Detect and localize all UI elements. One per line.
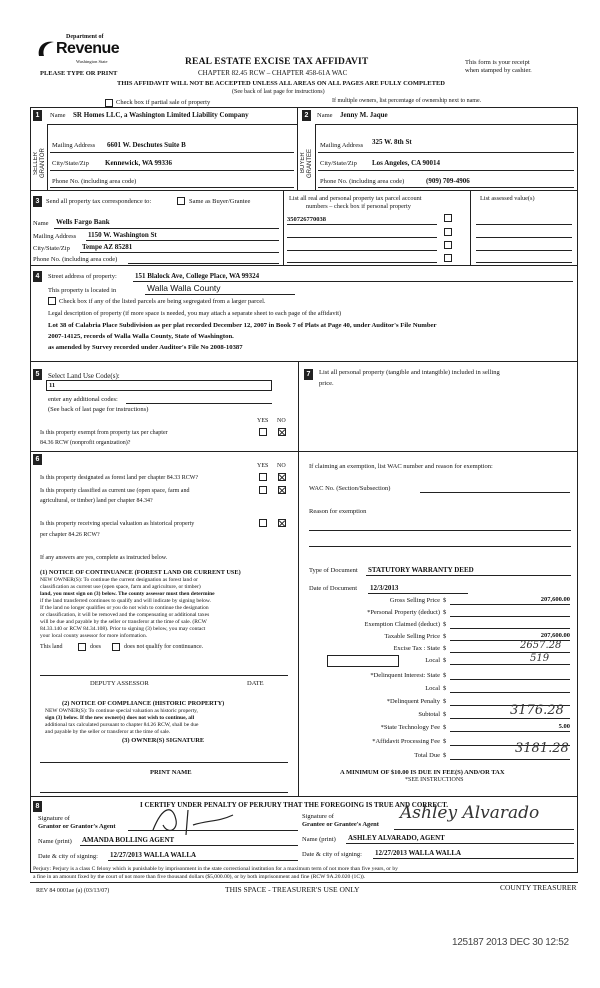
notice-1-line-1: NEW OWNER(S): To continue the current designation as forest land or	[40, 577, 198, 583]
affidavit-fee-label: *Affidavit Processing Fee	[372, 738, 440, 745]
taxable-amount[interactable]: 207,600.00	[540, 632, 570, 639]
total-due-dollar: $	[443, 752, 447, 759]
seller-side-label: SELLER GRANTOR	[33, 148, 46, 178]
notice-1-line-5: If the land no longer qualifies or you do not wish to continue the designation	[40, 605, 209, 611]
logo-main-text: Revenue	[56, 40, 120, 57]
delinquent-penalty-label: *Delinquent Penalty	[386, 698, 440, 705]
this-land-label: This land	[40, 644, 63, 650]
assessed-header: List assessed value(s)	[480, 195, 535, 202]
forest-question: Is this property designated as forest land per chapter 84.33 RCW?	[40, 475, 199, 481]
excise-state-dollar: $	[443, 645, 447, 652]
logo-sub-text: Washington State	[76, 59, 108, 64]
delinquent-local-label: Local	[425, 685, 440, 692]
parcel-1-personal-checkbox[interactable]	[444, 214, 452, 222]
exempt-question-2: 84.36 RCW (nonprofit organization)?	[40, 440, 131, 446]
seller-city[interactable]: Kennewick, WA 99336	[105, 159, 172, 167]
forest-no-checkbox[interactable]	[278, 473, 286, 481]
deputy-date-label: DATE	[247, 680, 264, 687]
parcel-number-1[interactable]: 350726770038	[287, 216, 326, 223]
parcel-3-personal-checkbox[interactable]	[444, 241, 452, 249]
perjury-line-1: Perjury: Perjury is a class C felony which is punishable by imprisonment in the state correctional institution for a maximum term of not more than five years, or by	[33, 866, 398, 872]
multiple-owners-note: If multiple owners, list percentage of ownership next to name.	[332, 98, 482, 104]
forest-yes-checkbox[interactable]	[259, 473, 267, 481]
owner-signature-label: (3) OWNER(S) SIGNATURE	[122, 737, 205, 744]
notice-2-title: (2) NOTICE OF COMPLIANCE (HISTORIC PROPERTY)	[62, 700, 225, 707]
personal-property-label-1: List all personal property (tangible and intangible) included in selling	[319, 369, 500, 376]
grantor-signature-mark	[148, 800, 238, 840]
same-as-buyer-checkbox[interactable]	[177, 197, 185, 205]
total-due-amount[interactable]: 3181.28	[515, 741, 569, 756]
tech-fee-label: *State Technology Fee	[380, 724, 440, 731]
doc-date[interactable]: 12/3/2013	[370, 584, 399, 592]
form-chapter: CHAPTER 82.45 RCW – CHAPTER 458-61A WAC	[198, 69, 348, 77]
notice-1-title: (1) NOTICE OF CONTINUANCE (FOREST LAND OR CURRENT USE)	[40, 569, 241, 576]
land-does-checkbox[interactable]	[78, 643, 86, 651]
historic-no-checkbox[interactable]	[278, 519, 286, 527]
delinquent-penalty-dollar: $	[443, 698, 447, 705]
corr-mailing-label: Mailing Address	[33, 233, 77, 240]
excise-state-label: Excise Tax : State	[393, 645, 440, 652]
grantor-signature-label-1: Signature of	[38, 815, 70, 822]
notice-1-line-9: your local county assessor for more information.	[40, 633, 148, 639]
excise-local-label: Local	[425, 657, 440, 664]
seller-mailing[interactable]: 6601 W. Deschutes Suite B	[107, 141, 186, 149]
current-use-question-2: agricultural, or timber) land per chapter 84.34?	[40, 498, 153, 504]
segregated-label: Check box if any of the listed parcels are being segregated from a larger parcel.	[59, 298, 266, 305]
gross-dollar: $	[443, 597, 447, 604]
grantee-signature[interactable]: Ashley Alvarado	[400, 803, 540, 823]
buyer-name[interactable]: Jenny M. Jaque	[340, 111, 388, 119]
print-name-label: PRINT NAME	[150, 769, 192, 776]
warning-text: THIS AFFIDAVIT WILL NOT BE ACCEPTED UNLESS ALL AREAS ON ALL PAGES ARE FULLY COMPLETED	[117, 80, 445, 87]
delinquent-interest-label: *Delinquent Interest: State	[370, 672, 440, 679]
current-use-yes-checkbox[interactable]	[259, 486, 267, 494]
parcels-header-2: numbers – check box if personal property	[306, 203, 411, 210]
seller-phone-label: Phone No. (including area code)	[52, 178, 137, 185]
street-address[interactable]: 151 Blalock Ave, College Place, WA 99324	[135, 272, 260, 280]
see-instructions-note: *SEE INSTRUCTIONS	[405, 777, 464, 783]
historic-question-1: Is this property receiving special valuation as historical property	[40, 521, 195, 527]
exemption-claim-label: If claiming an exemption, list WAC number and reason for exemption:	[309, 463, 493, 470]
located-label: This property is located in	[48, 287, 117, 294]
land-does-not-checkbox[interactable]	[112, 643, 120, 651]
notice-1-line-6: or classification, it will be removed and the compensating or additional taxes	[40, 612, 210, 618]
reason-label: Reason for exemption	[309, 508, 367, 515]
seller-mailing-label: Mailing Address	[52, 142, 96, 149]
buyer-mailing-label: Mailing Address	[320, 142, 364, 149]
notice-2-line-2: sign (3) below. If the new owner(s) does not wish to continue, all	[45, 715, 195, 721]
see-back-text: (See back of last page for instructions)	[232, 89, 325, 95]
same-as-buyer-label: Same as Buyer/Grantee	[189, 198, 251, 205]
yes-header-5: YES	[257, 418, 269, 424]
no-header-6: NO	[277, 463, 286, 469]
historic-question-2: per chapter 84.26 RCW?	[40, 532, 100, 538]
land-use-code-box[interactable]	[46, 380, 272, 391]
buyer-phone-label: Phone No. (including area code)	[320, 178, 405, 185]
current-use-no-checkbox[interactable]	[278, 486, 286, 494]
section-4-marker: 4	[33, 271, 42, 282]
county-treasurer-label: COUNTY TREASURER	[500, 883, 577, 892]
exempt-question-1: Is this property exempt from property tax per chapter	[40, 430, 168, 436]
exemption-dollar: $	[443, 621, 447, 628]
deputy-assessor-label: DEPUTY ASSESSOR	[90, 680, 149, 687]
yes-header-6: YES	[257, 463, 269, 469]
section-6-marker: 6	[33, 454, 42, 465]
land-does-not-label: does not qualify for continuance.	[124, 644, 204, 650]
doc-type-label: Type of Document	[309, 567, 358, 574]
grantor-signature-label-2: Grantor or Grantor's Agent	[38, 823, 116, 830]
grantee-name-label: Name (print)	[302, 836, 336, 843]
legal-line-1[interactable]: Lot 38 of Calabria Place Subdivision as per plat recorded December 12, 2007 in Book 7 of Plats at Page 40, under Auditor's File Number	[48, 322, 437, 329]
segregated-checkbox[interactable]	[48, 297, 56, 305]
logo-top-text: Department of	[66, 34, 104, 40]
form-title: REAL ESTATE EXCISE TAX AFFIDAVIT	[185, 57, 369, 67]
certification-statement: I CERTIFY UNDER PENALTY OF PERJURY THAT THE FOREGOING IS TRUE AND CORRECT.	[140, 801, 449, 809]
county-name[interactable]: Walla Walla County	[147, 283, 221, 293]
grantor-name-label: Name (print)	[38, 838, 72, 845]
historic-yes-checkbox[interactable]	[259, 519, 267, 527]
buyer-city[interactable]: Los Angeles, CA 90014	[372, 159, 441, 167]
excise-state-amount[interactable]: 2657.28	[520, 640, 562, 651]
revenue-logo-icon	[36, 38, 56, 60]
excise-local-box[interactable]	[327, 655, 399, 667]
seller-name[interactable]: SR Homes LLC, a Washington Limited Liability Company	[73, 111, 249, 119]
form-number: REV 84 0001ae (a) (03/13/07)	[36, 888, 110, 894]
personal-dollar: $	[443, 609, 447, 616]
grantor-name[interactable]: AMANDA BOLLING AGENT	[82, 836, 175, 844]
section-3-marker: 3	[33, 196, 42, 207]
delinquent-local-dollar: $	[443, 685, 447, 692]
wac-label: WAC No. (Section/Subsection)	[309, 485, 391, 492]
legal-line-3[interactable]: as amended by Survey recorded under Auditor's File No 2008-10387	[48, 344, 243, 351]
corr-name-label: Name	[33, 220, 49, 227]
grantee-date-city[interactable]: 12/27/2013 WALLA WALLA	[375, 849, 462, 857]
perjury-line-2: a fine in an amount fixed by the court of not more than five thousand dollars ($5,000.00), or by both imprisonment and fine (RCW 9A.20.020 (1C)).	[33, 874, 366, 880]
doc-date-label: Date of Document	[309, 585, 358, 592]
excise-local-amount[interactable]: 519	[530, 653, 550, 664]
parcel-2-personal-checkbox[interactable]	[444, 228, 452, 236]
grantor-date-city[interactable]: 12/27/2013 WALLA WALLA	[110, 851, 197, 859]
notice-1-line-8: 84.33.140 or RCW 84.34.108). Prior to signing (3) below, you may contact	[40, 626, 206, 632]
grantee-signature-label-1: Signature of	[302, 813, 334, 820]
seller-name-label: Name	[50, 112, 66, 119]
current-use-question-1: Is this property classified as current use (open space, farm and	[40, 488, 190, 494]
grantee-signature-label-2: Grantee or Grantee's Agent	[302, 821, 379, 828]
tech-fee-dollar: $	[443, 724, 447, 731]
corr-phone-label: Phone No. (including area code)	[33, 256, 118, 263]
affidavit-fee-dollar: $	[443, 738, 447, 745]
street-label: Street address of property:	[48, 273, 117, 280]
land-use-see-back: (See back of last page for instructions)	[48, 406, 149, 413]
parcels-header-1: List all real and personal property tax parcel account	[289, 195, 422, 202]
grantee-name[interactable]: ASHLEY ALVARADO, AGENT	[348, 834, 445, 842]
delinquent-interest-dollar: $	[443, 672, 447, 679]
buyer-name-label: Name	[317, 112, 333, 119]
buyer-side-label: BUYER GRANTEE	[300, 148, 313, 178]
minimum-due-note: A MINIMUM OF $10.00 IS DUE IN FEE(S) AND/OR TAX	[340, 769, 505, 776]
logo	[36, 32, 121, 68]
parcel-4-personal-checkbox[interactable]	[444, 254, 452, 262]
correspondence-label: Send all property tax correspondence to:	[46, 198, 152, 205]
subtotal-label: Subtotal	[418, 711, 440, 718]
treasurer-space-label: THIS SPACE - TREASURER'S USE ONLY	[225, 885, 360, 894]
notice-2-line-4: and payable by the seller or transferor at the time of sale.	[45, 729, 171, 735]
buyer-city-label: City/State/Zip	[320, 160, 357, 167]
exempt-no-checkbox[interactable]	[278, 428, 286, 436]
subtotal-amount[interactable]: 3176.28	[510, 703, 564, 718]
additional-codes-label: enter any additional codes:	[48, 396, 118, 403]
seller-city-label: City/State/Zip	[52, 160, 89, 167]
land-use-label: Select Land Use Code(s):	[48, 372, 120, 380]
section-1-marker: 1	[33, 110, 42, 121]
buyer-phone[interactable]: (909) 709-4906	[426, 177, 470, 185]
gross-label: Gross Selling Price	[389, 597, 440, 604]
partial-sale-label: Check box if partial sale of property	[116, 99, 211, 106]
corr-city-label: City/State/Zip	[33, 245, 70, 252]
receipt-note-2: when stamped by cashier.	[465, 67, 532, 74]
corr-mailing[interactable]: 1150 W. Washington St	[88, 231, 157, 239]
corr-city[interactable]: Tempe AZ 85281	[82, 243, 133, 251]
please-type: PLEASE TYPE OR PRINT	[40, 70, 118, 77]
taxable-dollar: $	[443, 633, 447, 640]
taxable-label: Taxable Selling Price	[384, 633, 440, 640]
if-yes-instruction: If any answers are yes, complete as instructed below.	[40, 555, 168, 561]
partial-sale-checkbox[interactable]	[105, 99, 113, 107]
notice-1-line-2: classification as current use (open space, farm and agriculture, or timber)	[40, 584, 201, 590]
notice-1-line-7: will be due and payable by the seller or transferor at the time of sale. (RCW	[40, 619, 207, 625]
section-8-marker: 8	[33, 801, 42, 812]
notice-1-line-4: if the land transferred continues to qualify and will indicate by signing below.	[40, 598, 211, 604]
buyer-mailing[interactable]: 325 W. 8th St	[372, 138, 412, 146]
doc-type[interactable]: STATUTORY WARRANTY DEED	[368, 566, 474, 574]
total-due-label: Total Due	[414, 752, 440, 759]
excise-local-dollar: $	[443, 657, 447, 664]
exempt-yes-checkbox[interactable]	[259, 428, 267, 436]
land-use-code: 11	[49, 382, 56, 389]
corr-name[interactable]: Wells Fargo Bank	[56, 218, 110, 226]
personal-property-label-2: price.	[319, 380, 334, 387]
personal-deduct-label: *Personal Property (deduct)	[367, 609, 440, 616]
notice-2-line-3: additional tax calculated pursuant to chapter 84.26 RCW, shall be due	[45, 722, 199, 728]
notice-2-line-1: NEW OWNER(S): To continue special valuation as historic property,	[45, 708, 198, 714]
tech-fee-amount[interactable]: 5.00	[558, 723, 570, 730]
notice-1-line-3: land, you must sign on (3) below. The county assessor must then determine	[40, 591, 215, 597]
grantee-date-label: Date & city of signing:	[302, 851, 362, 858]
section-2-marker: 2	[302, 110, 311, 121]
subtotal-dollar: $	[443, 711, 447, 718]
legal-label: Legal description of property (if more space is needed, you may attach a separate sheet to each page of the affidavit)	[48, 310, 342, 317]
no-header-5: NO	[277, 418, 286, 424]
section-5-marker: 5	[33, 369, 42, 380]
receipt-note-1: This form is your receipt	[465, 59, 530, 66]
received-stamp: 125187 2013 DEC 30 12:52	[452, 937, 569, 948]
exemption-deduct-label: Exemption Claimed (deduct)	[364, 621, 440, 628]
legal-line-2[interactable]: 2007-14125, records of Walla Walla County, State of Washington.	[48, 333, 234, 340]
gross-amount[interactable]: 207,600.00	[540, 596, 570, 603]
land-does-label: does	[90, 644, 101, 650]
grantor-date-label: Date & city of signing:	[38, 853, 98, 860]
section-7-marker: 7	[304, 369, 313, 380]
